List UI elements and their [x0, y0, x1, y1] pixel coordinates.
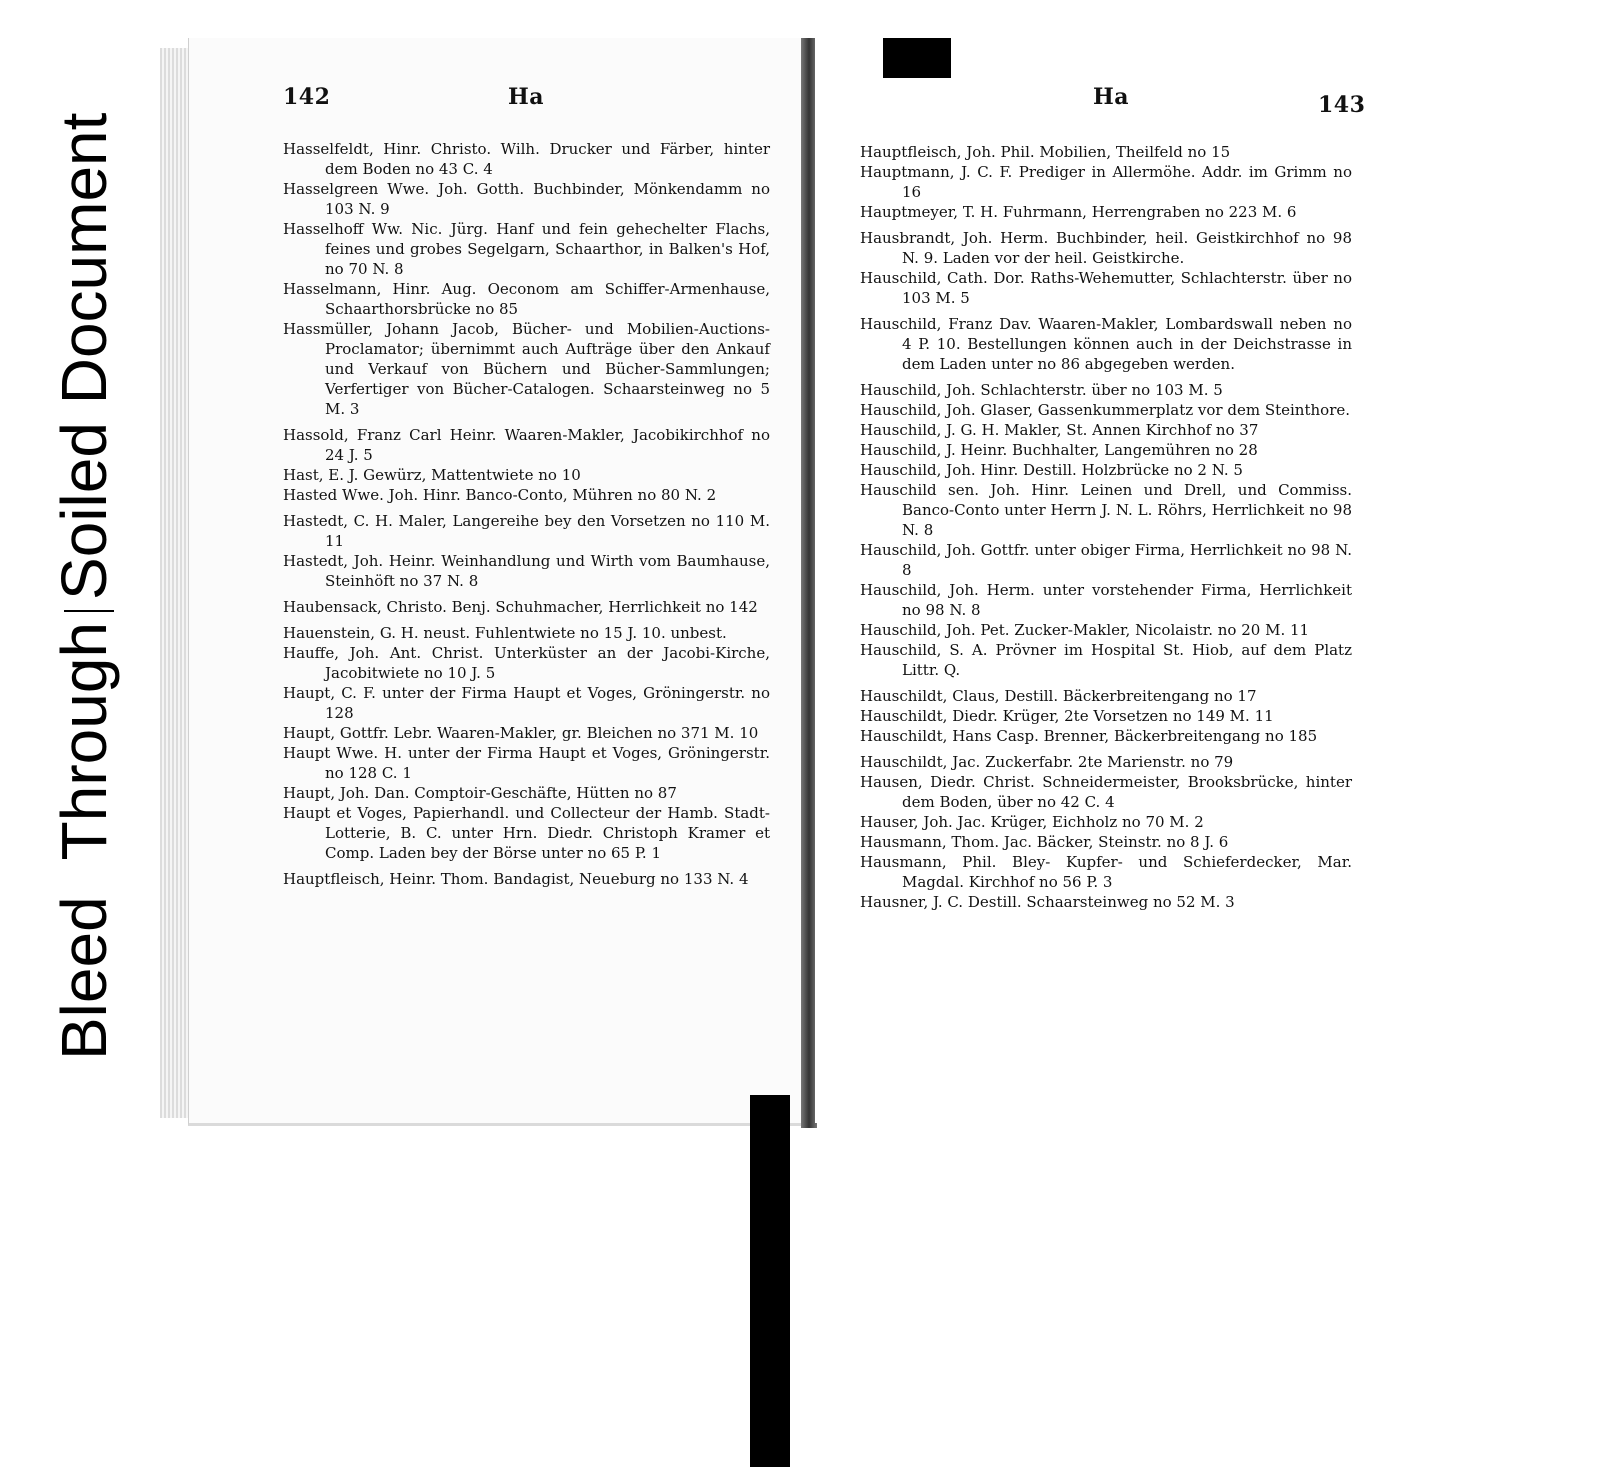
directory-entry: Hauschild, J. Heinr. Buchhalter, Langemühren no 28 [860, 441, 1258, 459]
directory-entry: Hauschild, Franz Dav. Waaren-Makler, Lombardswall neben no 4 P. 10. Bestellungen können auch in der Deichstrasse in dem Laden unter no 86 abgegeben werden. [860, 315, 1352, 373]
directory-entry: Hasselgreen Wwe. Joh. Gotth. Buchbinder, Mönkendamm no 103 N. 9 [283, 180, 770, 218]
side-label-bleed: Bleed [48, 896, 120, 1060]
directory-entry: Hauschild, Joh. Glaser, Gassenkummerplatz vor dem Steinthore. [860, 401, 1351, 419]
directory-entry: Hauschild, Joh. Pet. Zucker-Makler, Nicolaistr. no 20 M. 11 [860, 621, 1310, 639]
directory-entry: Hauschildt, Jac. Zuckerfabr. 2te Marienstr. no 79 [860, 753, 1234, 771]
right-page-number: 143 [1318, 92, 1366, 118]
directory-entry: Haupt, Joh. Dan. Comptoir-Geschäfte, Hütten no 87 [283, 784, 677, 802]
side-label-separator [64, 610, 114, 612]
directory-entry: Hausen, Diedr. Christ. Schneidermeister, Brooksbrücke, hinter dem Boden, über no 42 C. 4 [860, 773, 1352, 811]
left-running-head: Ha [508, 84, 545, 110]
side-label-soiled: Soiled Document [48, 112, 120, 600]
left-page-number: 142 [283, 84, 331, 110]
page-edges [160, 48, 190, 1118]
directory-entry: Hauptfleisch, Joh. Phil. Mobilien, Theilfeld no 15 [860, 143, 1231, 161]
directory-entry: Hauschild, Cath. Dor. Raths-Wehemutter, Schlachterstr. über no 103 M. 5 [860, 269, 1352, 307]
directory-entry: Hauschildt, Hans Casp. Brenner, Bäckerbreitengang no 185 [860, 727, 1318, 745]
directory-entry: Hauptmeyer, T. H. Fuhrmann, Herrengraben no 223 M. 6 [860, 203, 1297, 221]
directory-entry: Hauschild sen. Joh. Hinr. Leinen und Drell, und Commiss. Banco-Conto unter Herrn J. N. L. Röhrs, Herrlichkeit no 98 N. 8 [860, 481, 1352, 539]
directory-entry: Hastedt, Joh. Heinr. Weinhandlung und Wirth vom Baumhause, Steinhöft no 37 N. 8 [283, 552, 770, 590]
directory-entry: Hassold, Franz Carl Heinr. Waaren-Makler, Jacobikirchhof no 24 J. 5 [283, 426, 770, 464]
directory-entry: Hauschild, J. G. H. Makler, St. Annen Kirchhof no 37 [860, 421, 1259, 439]
directory-entry: Hassmüller, Johann Jacob, Bücher- und Mobilien-Auctions-Proclamator; übernimmt auch Aufträge über den Ankauf und Verkauf von Büchern und Bücher-Sammlungen; Verfertiger von Bücher-Catalogen. Schaarsteinweg no 5 M. 3 [283, 320, 770, 418]
directory-entry: Hauschild, Joh. Hinr. Destill. Holzbrücke no 2 N. 5 [860, 461, 1243, 479]
directory-entry: Hauser, Joh. Jac. Krüger, Eichholz no 70 M. 2 [860, 813, 1204, 831]
directory-entry: Hausner, J. C. Destill. Schaarsteinweg no 52 M. 3 [860, 893, 1235, 911]
side-label-through: Through [48, 621, 120, 861]
directory-entry: Hausmann, Phil. Bley- Kupfer- und Schieferdecker, Mar. Magdal. Kirchhof no 56 P. 3 [860, 853, 1352, 891]
directory-entry: Hauschildt, Diedr. Krüger, 2te Vorsetzen no 149 M. 11 [860, 707, 1274, 725]
directory-entry: Hauschild, Joh. Schlachterstr. über no 103 M. 5 [860, 381, 1223, 399]
directory-entry: Hauschild, Joh. Herm. unter vorstehender Firma, Herrlichkeit no 98 N. 8 [860, 581, 1352, 619]
directory-entry: Hauschild, S. A. Prövner im Hospital St. Hiob, auf dem Platz Littr. Q. [860, 641, 1352, 679]
spine-top [883, 38, 951, 78]
directory-entry: Hasselhoff Ww. Nic. Jürg. Hanf und fein gehechelter Flachs, feines und grobes Segelgarn, Schaarthor, in Balken's Hof, no 70 N. 8 [283, 220, 770, 278]
directory-entry: Haubensack, Christo. Benj. Schuhmacher, Herrlichkeit no 142 [283, 598, 758, 616]
directory-entry: Hausbrandt, Joh. Herm. Buchbinder, heil. Geistkirchhof no 98 N. 9. Laden vor der heil. Geistkirche. [860, 229, 1352, 267]
spine-bottom [750, 1095, 790, 1467]
directory-entry: Hast, E. J. Gewürz, Mattentwiete no 10 [283, 466, 581, 484]
directory-entry: Hasselmann, Hinr. Aug. Oeconom am Schiffer-Armenhause, Schaarthorsbrücke no 85 [283, 280, 770, 318]
directory-entry: Hauschildt, Claus, Destill. Bäckerbreitengang no 17 [860, 687, 1257, 705]
left-entry-list [283, 139, 770, 889]
directory-entry: Hauptfleisch, Heinr. Thom. Bandagist, Neueburg no 133 N. 4 [283, 870, 749, 888]
directory-entry: Hauenstein, G. H. neust. Fuhlentwiete no 15 J. 10. unbest. [283, 624, 727, 642]
right-entry-list [860, 142, 1352, 912]
directory-entry: Hauschild, Joh. Gottfr. unter obiger Firma, Herrlichkeit no 98 N. 8 [860, 541, 1352, 579]
directory-entry: Haupt et Voges, Papierhandl. und Collecteur der Hamb. Stadt-Lotterie, B. C. unter Hrn. Diedr. Christoph Kramer et Comp. Laden bey der Börse unter no 65 P. 1 [283, 804, 770, 862]
directory-entry: Hausmann, Thom. Jac. Bäcker, Steinstr. no 8 J. 6 [860, 833, 1229, 851]
directory-entry: Haupt, C. F. unter der Firma Haupt et Voges, Gröningerstr. no 128 [283, 684, 770, 722]
directory-entry: Hasted Wwe. Joh. Hinr. Banco-Conto, Mühren no 80 N. 2 [283, 486, 717, 504]
directory-entry: Haupt, Gottfr. Lebr. Waaren-Makler, gr. Bleichen no 371 M. 10 [283, 724, 759, 742]
directory-entry: Hastedt, C. H. Maler, Langereihe bey den Vorsetzen no 110 M. 11 [283, 512, 770, 550]
directory-entry: Haupt Wwe. H. unter der Firma Haupt et Voges, Gröningerstr. no 128 C. 1 [283, 744, 770, 782]
side-label [48, 112, 120, 1060]
directory-entry: Hauptmann, J. C. F. Prediger in Allermöhe. Addr. im Grimm no 16 [860, 163, 1352, 201]
directory-entry: Hauffe, Joh. Ant. Christ. Unterküster an der Jacobi-Kirche, Jacobitwiete no 10 J. 5 [283, 644, 770, 682]
directory-entry: Hasselfeldt, Hinr. Christo. Wilh. Drucker und Färber, hinter dem Boden no 43 C. 4 [283, 140, 770, 178]
right-running-head: Ha [1093, 84, 1130, 110]
